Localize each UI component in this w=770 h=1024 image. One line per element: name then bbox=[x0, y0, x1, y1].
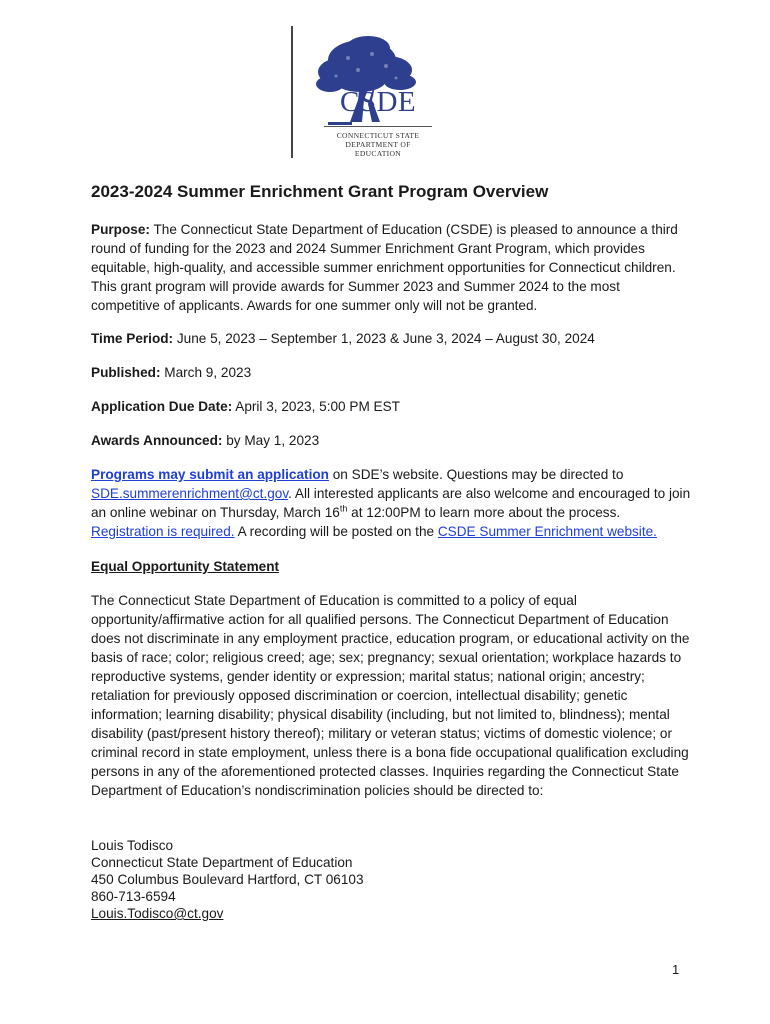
purpose-label: Purpose: bbox=[91, 222, 150, 237]
logo-wordmark: CSDE bbox=[340, 86, 417, 118]
due-date-label: Application Due Date: bbox=[91, 399, 233, 414]
application-paragraph bbox=[91, 465, 691, 541]
date-suffix: th bbox=[339, 503, 348, 514]
logo-subtitle-line2: DEPARTMENT OF EDUCATION bbox=[345, 140, 411, 158]
page-number: 1 bbox=[672, 962, 680, 977]
published-text: March 9, 2023 bbox=[160, 365, 252, 380]
logo-subtitle-line1: CONNECTICUT STATE bbox=[336, 131, 420, 140]
apply-text-1: on SDE’s website. Questions may be directed to bbox=[328, 467, 624, 482]
contact-email-link[interactable]: Louis.Todisco@ct.gov bbox=[91, 906, 224, 921]
summer-enrichment-email-link[interactable]: SDE.summerenrichment@ct.gov bbox=[91, 486, 289, 501]
published-paragraph bbox=[91, 363, 691, 382]
published-label: Published: bbox=[91, 365, 161, 380]
submit-application-link[interactable]: Programs may submit an application bbox=[91, 467, 329, 482]
registration-link[interactable]: Registration is required. bbox=[91, 524, 235, 539]
apply-text-4: A recording will be posted on the bbox=[234, 524, 438, 539]
contact-org: Connecticut State Department of Education bbox=[91, 855, 353, 870]
contact-name: Louis Todisco bbox=[91, 838, 174, 853]
purpose-paragraph bbox=[91, 220, 691, 315]
eo-heading: Equal Opportunity Statement bbox=[91, 559, 280, 574]
time-period-paragraph bbox=[91, 329, 691, 348]
apply-text-2: . All interested applicants are also welcome and encouraged to join an online webinar on Thursday, March 16 bbox=[91, 486, 691, 520]
contact-phone: 860-713-6594 bbox=[91, 889, 176, 904]
eo-heading-paragraph bbox=[91, 557, 691, 576]
eo-statement: The Connecticut State Department of Education is committed to a policy of equal opportunity/affirmative action for all qualified persons. The Connecticut Department of Education does not discriminate in any employment practice, education program, or educational activity on the basis of race; color; religious creed; age; sex; pregnancy; sexual orientation; workplace hazards to reproductive systems, gender identity or expression; marital status; national origin; ancestry; retaliation for previously opposed discrimination or coercion, intellectual disability; genetic information; learning disability; physical disability (including, but not limited to, blindness); mental disability (past/present history thereof); military or veteran status; victims of domestic violence; or criminal record in state employment, unless there is a bona fide occupational qualification excluding persons in any of the aforementioned protected classes. Inquiries regarding the Connecticut State Department of Education’s nondiscrimination policies should be directed to: bbox=[91, 593, 690, 798]
apply-text-3: at 12:00PM to learn more about the process. bbox=[347, 505, 621, 520]
awards-paragraph bbox=[91, 431, 691, 450]
due-date-text: April 3, 2023, 5:00 PM EST bbox=[232, 399, 400, 414]
logo-divider bbox=[291, 26, 293, 158]
time-period-text: June 5, 2023 – September 1, 2023 & June 3, 2024 – August 30, 2024 bbox=[173, 331, 595, 346]
awards-text: by May 1, 2023 bbox=[222, 433, 320, 448]
time-period-label: Time Period: bbox=[91, 331, 174, 346]
logo-underline bbox=[324, 126, 432, 127]
due-date-paragraph bbox=[91, 397, 691, 416]
contact-address: 450 Columbus Boulevard Hartford, CT 06103 bbox=[91, 872, 364, 887]
awards-label: Awards Announced: bbox=[91, 433, 223, 448]
purpose-text: The Connecticut State Department of Education (CSDE) is pleased to announce a third round of funding for the 2023 and 2024 Summer Enrichment Grant Program, which provides equitable, high-quality, and accessible summer enrichment opportunities for Connecticut children. This grant program will provide awards for Summer 2023 and Summer 2024 to the most competitive of applicants. Awards for one summer only will not be granted. bbox=[91, 222, 678, 313]
contact-block bbox=[91, 837, 364, 922]
page-title: 2023-2024 Summer Enrichment Grant Program Overview bbox=[91, 182, 549, 201]
csde-summer-enrichment-website-link[interactable]: CSDE Summer Enrichment website. bbox=[437, 524, 657, 539]
